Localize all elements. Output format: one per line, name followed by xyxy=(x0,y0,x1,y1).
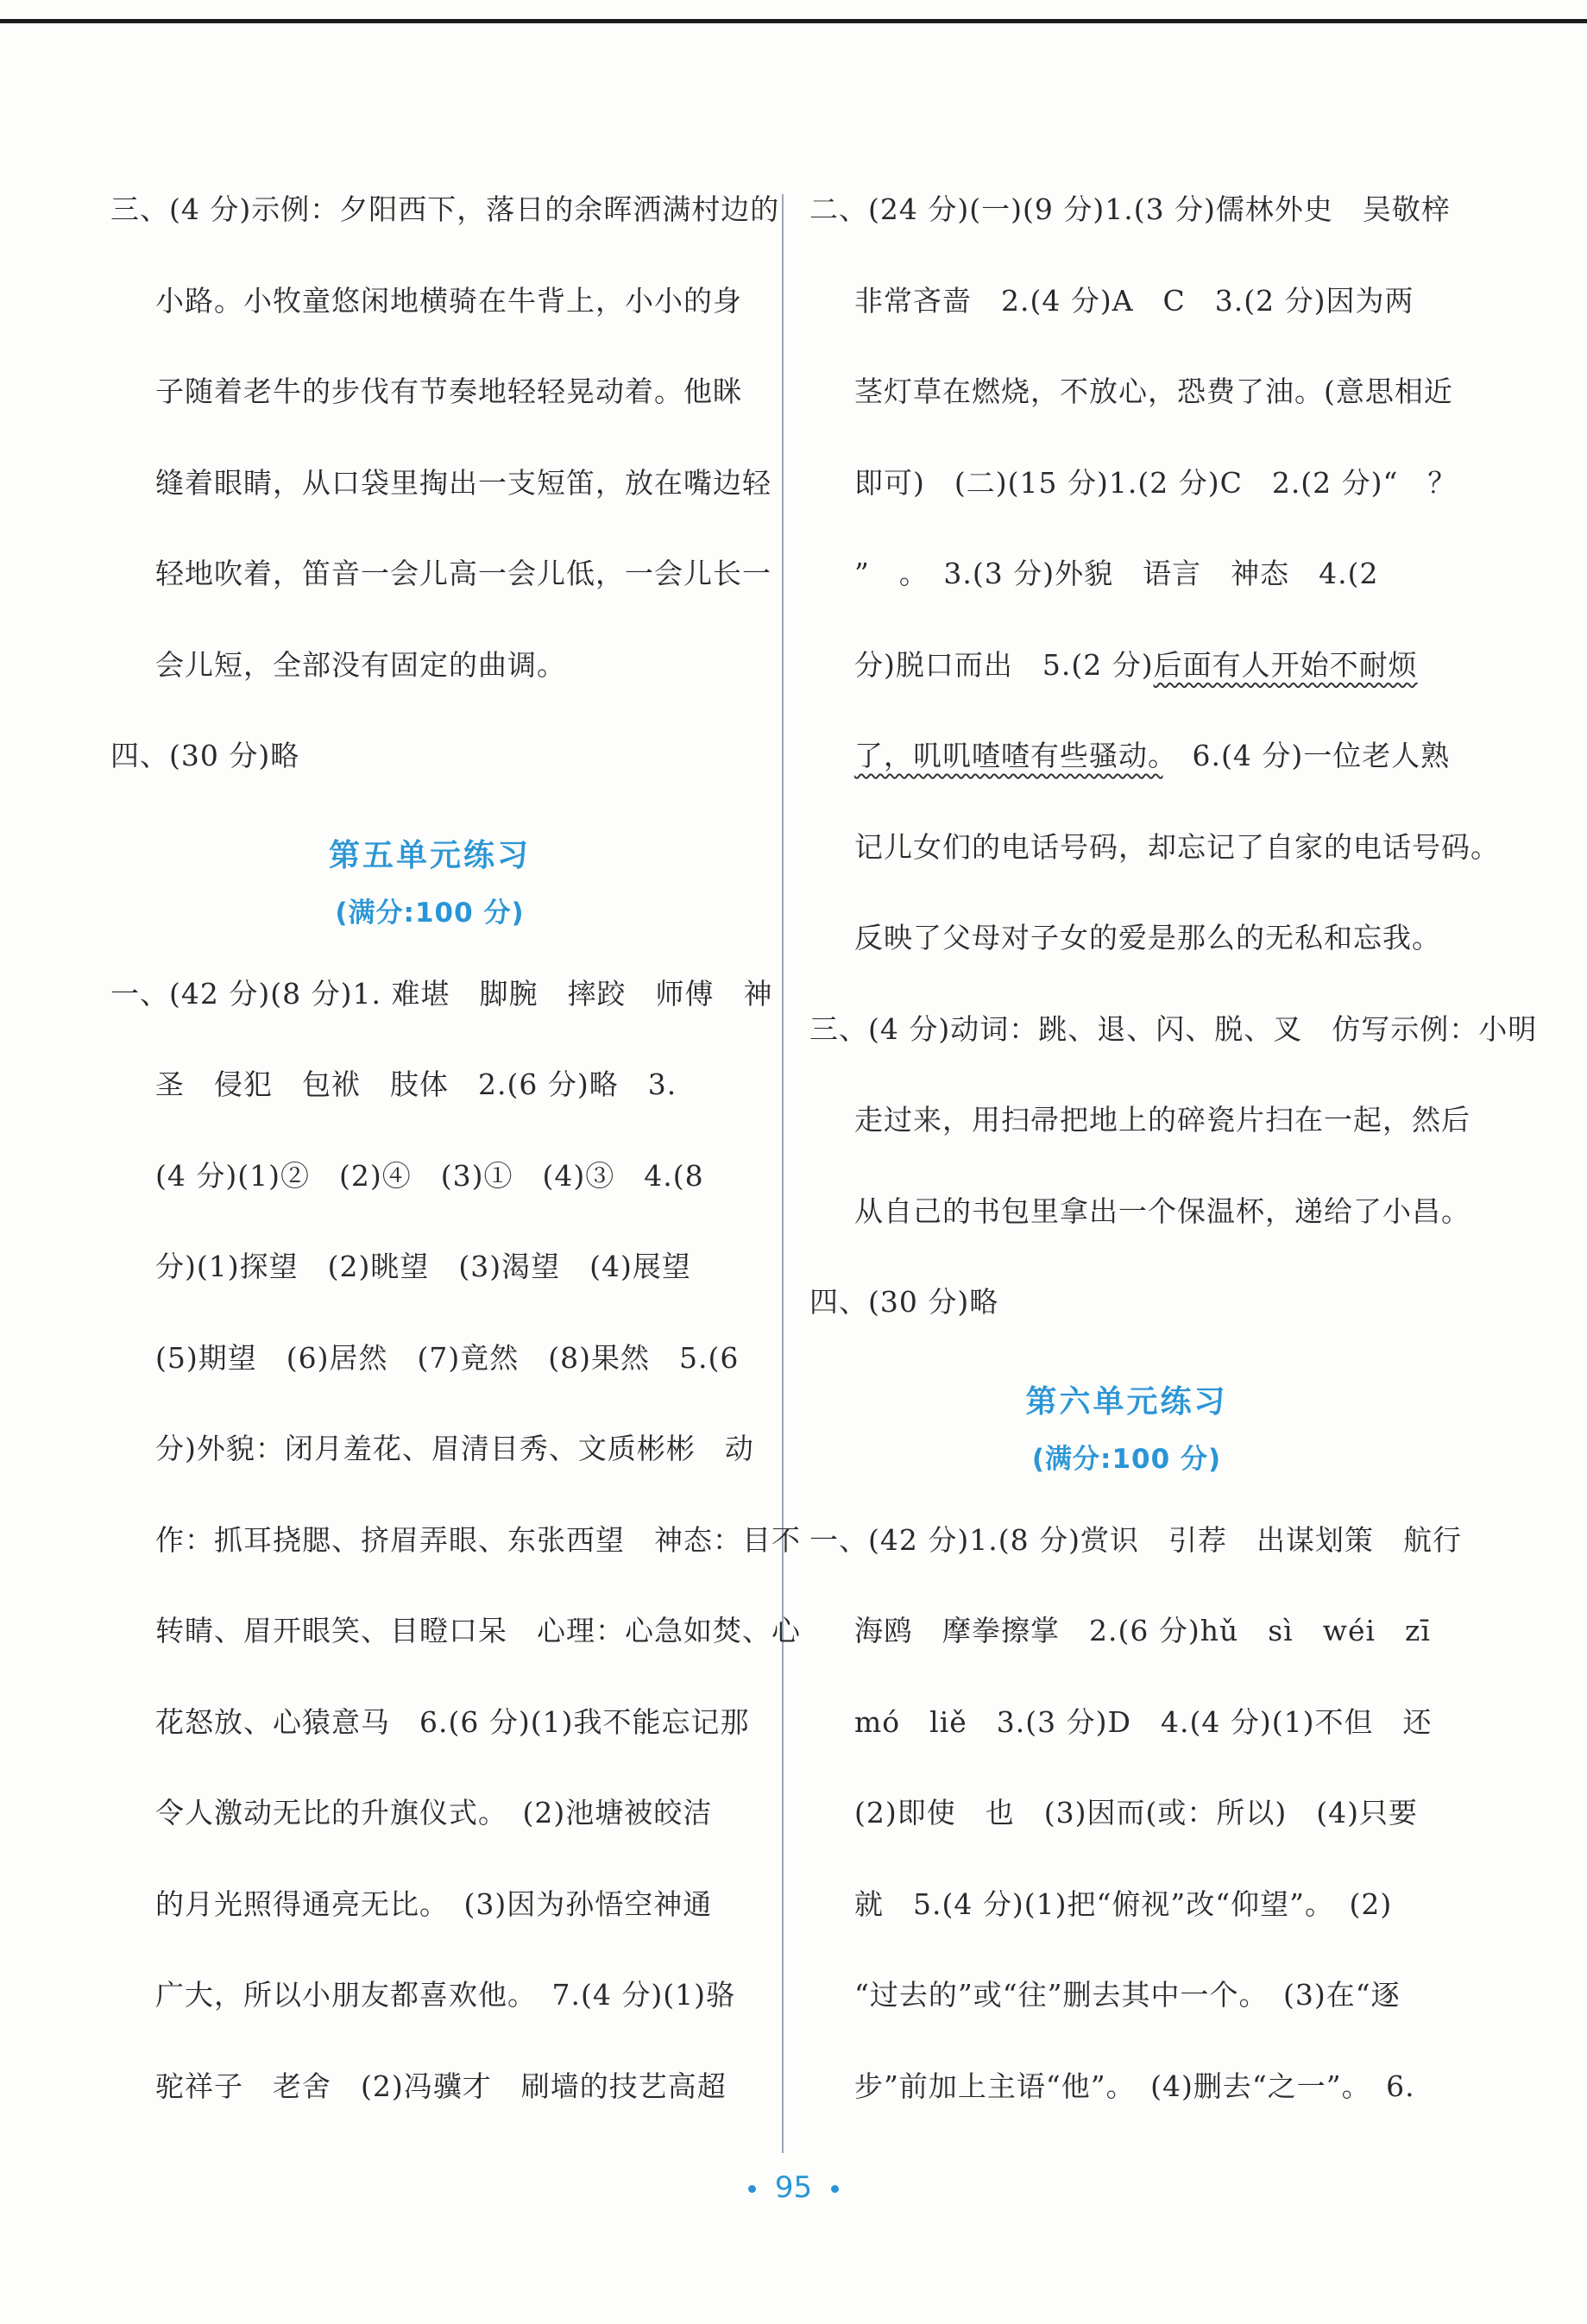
bullet-dot-icon xyxy=(748,2185,756,2193)
answer-line: (4 分)(1)② (2)④ (3)① (4)③ 4.(8 xyxy=(155,1158,704,1193)
unit-5-title: 第五单元练习 xyxy=(328,837,531,873)
answer-line: 从自己的书包里拿出一个保温杯，递给了小昌。 xyxy=(854,1193,1470,1228)
answer-line: 会儿短，全部没有固定的曲调。 xyxy=(155,647,566,682)
answer-line: 作：抓耳挠腮、挤眉弄眼、东张西望 神态：目不 xyxy=(155,1522,801,1557)
wavy-underlined-text: 后面有人开始不耐烦 xyxy=(1153,647,1418,682)
answer-line: 反映了父母对子女的爱是那么的无私和忘我。 xyxy=(854,921,1441,954)
answer-line: 走过来，用扫帚把地上的碎瓷片扫在一起，然后 xyxy=(854,1103,1470,1137)
answer-line: 分)外貌：闭月羞花、眉清目秀、文质彬彬 动 xyxy=(155,1432,754,1465)
page-number-text: 95 xyxy=(774,2170,813,2205)
answer-line: 的月光照得通亮无比。 (3)因为孙悟空神通 xyxy=(155,1886,713,1921)
wavy-underlined-text: 了，叽叽喳喳有些骚动。 xyxy=(854,739,1163,772)
bullet-dot-icon xyxy=(831,2185,839,2193)
answer-line: 圣 侵犯 包袱 肢体 2.(6 分)略 3. xyxy=(155,1068,677,1101)
answer-line: 茎灯草在燃烧，不放心，恐费了油。(意思相近 xyxy=(854,375,1453,408)
answer-line: 三、(4 分)示例：夕阳西下，落日的余晖洒满村边的 xyxy=(110,192,780,226)
answer-line: 分)(1)探望 (2)眺望 (3)渴望 (4)展望 xyxy=(155,1250,691,1283)
answer-line: 即可) (二)(15 分)1.(2 分)C 2.(2 分)“ ？ xyxy=(854,465,1458,500)
answer-line: 海鸥 摩拳擦掌 2.(6 分)hǔ sì wéi zī xyxy=(854,1614,1431,1647)
answer-line: ” 。 3.(3 分)外貌 语言 神态 4.(2 xyxy=(854,557,1379,590)
answer-line: 二、(24 分)(一)(9 分)1.(3 分)儒林外史 吴敬梓 xyxy=(809,192,1451,226)
answer-text: 6.(4 分)一位老人熟 xyxy=(1162,739,1451,772)
top-rule xyxy=(0,19,1587,23)
answer-line: 一、(42 分)1.(8 分)赏识 引荐 出谋划策 航行 xyxy=(809,1522,1462,1557)
page-number xyxy=(0,2170,1587,2205)
answer-line: 缝着眼睛，从口袋里掏出一支短笛，放在嘴边轻 xyxy=(155,465,771,500)
answer-line: 花怒放、心猿意马 6.(6 分)(1)我不能忘记那 xyxy=(155,1704,750,1739)
answer-line xyxy=(809,710,1451,802)
answer-line: (5)期望 (6)居然 (7)竟然 (8)果然 5.(6 xyxy=(155,1340,740,1375)
answer-line: 小路。小牧童悠闲地横骑在牛背上，小小的身 xyxy=(155,283,742,318)
answer-line: 记儿女们的电话号码，却忘记了自家的电话号码。 xyxy=(854,829,1500,864)
left-column xyxy=(110,164,801,2132)
answer-line: 轻地吹着，笛音一会儿高一会儿低，一会儿长一 xyxy=(155,557,771,590)
answer-line: 一、(42 分)(8 分)1. 难堪 脚腕 摔跤 师傅 神 xyxy=(110,976,773,1011)
answer-line: 子随着老牛的步伐有节奏地轻轻晃动着。他眯 xyxy=(155,375,742,408)
answer-line: 步”前加上主语“他”。 (4)删去“之一”。 6. xyxy=(854,2069,1415,2103)
unit-6-title: 第六单元练习 xyxy=(1025,1383,1228,1420)
answer-line xyxy=(809,620,1444,711)
answer-line: “过去的”或“往”删去其中一个。 (3)在“逐 xyxy=(854,1978,1401,2012)
answer-line: 就 5.(4 分)(1)把“俯视”改“仰望”。 (2) xyxy=(854,1886,1393,1921)
column-divider xyxy=(782,194,784,2153)
answer-line: 四、(30 分)略 xyxy=(809,1285,999,1319)
answer-line: 三、(4 分)动词：跳、退、闪、脱、叉 仿写示例：小明 xyxy=(809,1011,1538,1046)
answer-line: 非常吝啬 2.(4 分)A C 3.(2 分)因为两 xyxy=(854,283,1414,318)
answer-line: mó liě 3.(3 分)D 4.(4 分)(1)不但 还 xyxy=(854,1704,1433,1739)
answer-text: 分)脱口而出 5.(2 分) xyxy=(854,647,1154,682)
answer-line: 广大，所以小朋友都喜欢他。 7.(4 分)(1)骆 xyxy=(155,1978,735,2012)
unit-5-score: (满分:100 分) xyxy=(335,897,525,929)
answer-line: (2)即使 也 (3)因而(或：所以) (4)只要 xyxy=(854,1796,1418,1830)
unit-6-score: (满分:100 分) xyxy=(1031,1443,1222,1475)
answer-line: 转睛、眉开眼笑、目瞪口呆 心理：心急如焚、心 xyxy=(155,1614,801,1647)
answer-line: 驼祥子 老舍 (2)冯骥才 刷墙的技艺高超 xyxy=(155,2069,727,2103)
right-column xyxy=(809,164,1538,2132)
answer-line: 令人激动无比的升旗仪式。 (2)池塘被皎洁 xyxy=(155,1796,713,1830)
answer-line: 四、(30 分)略 xyxy=(110,739,300,772)
